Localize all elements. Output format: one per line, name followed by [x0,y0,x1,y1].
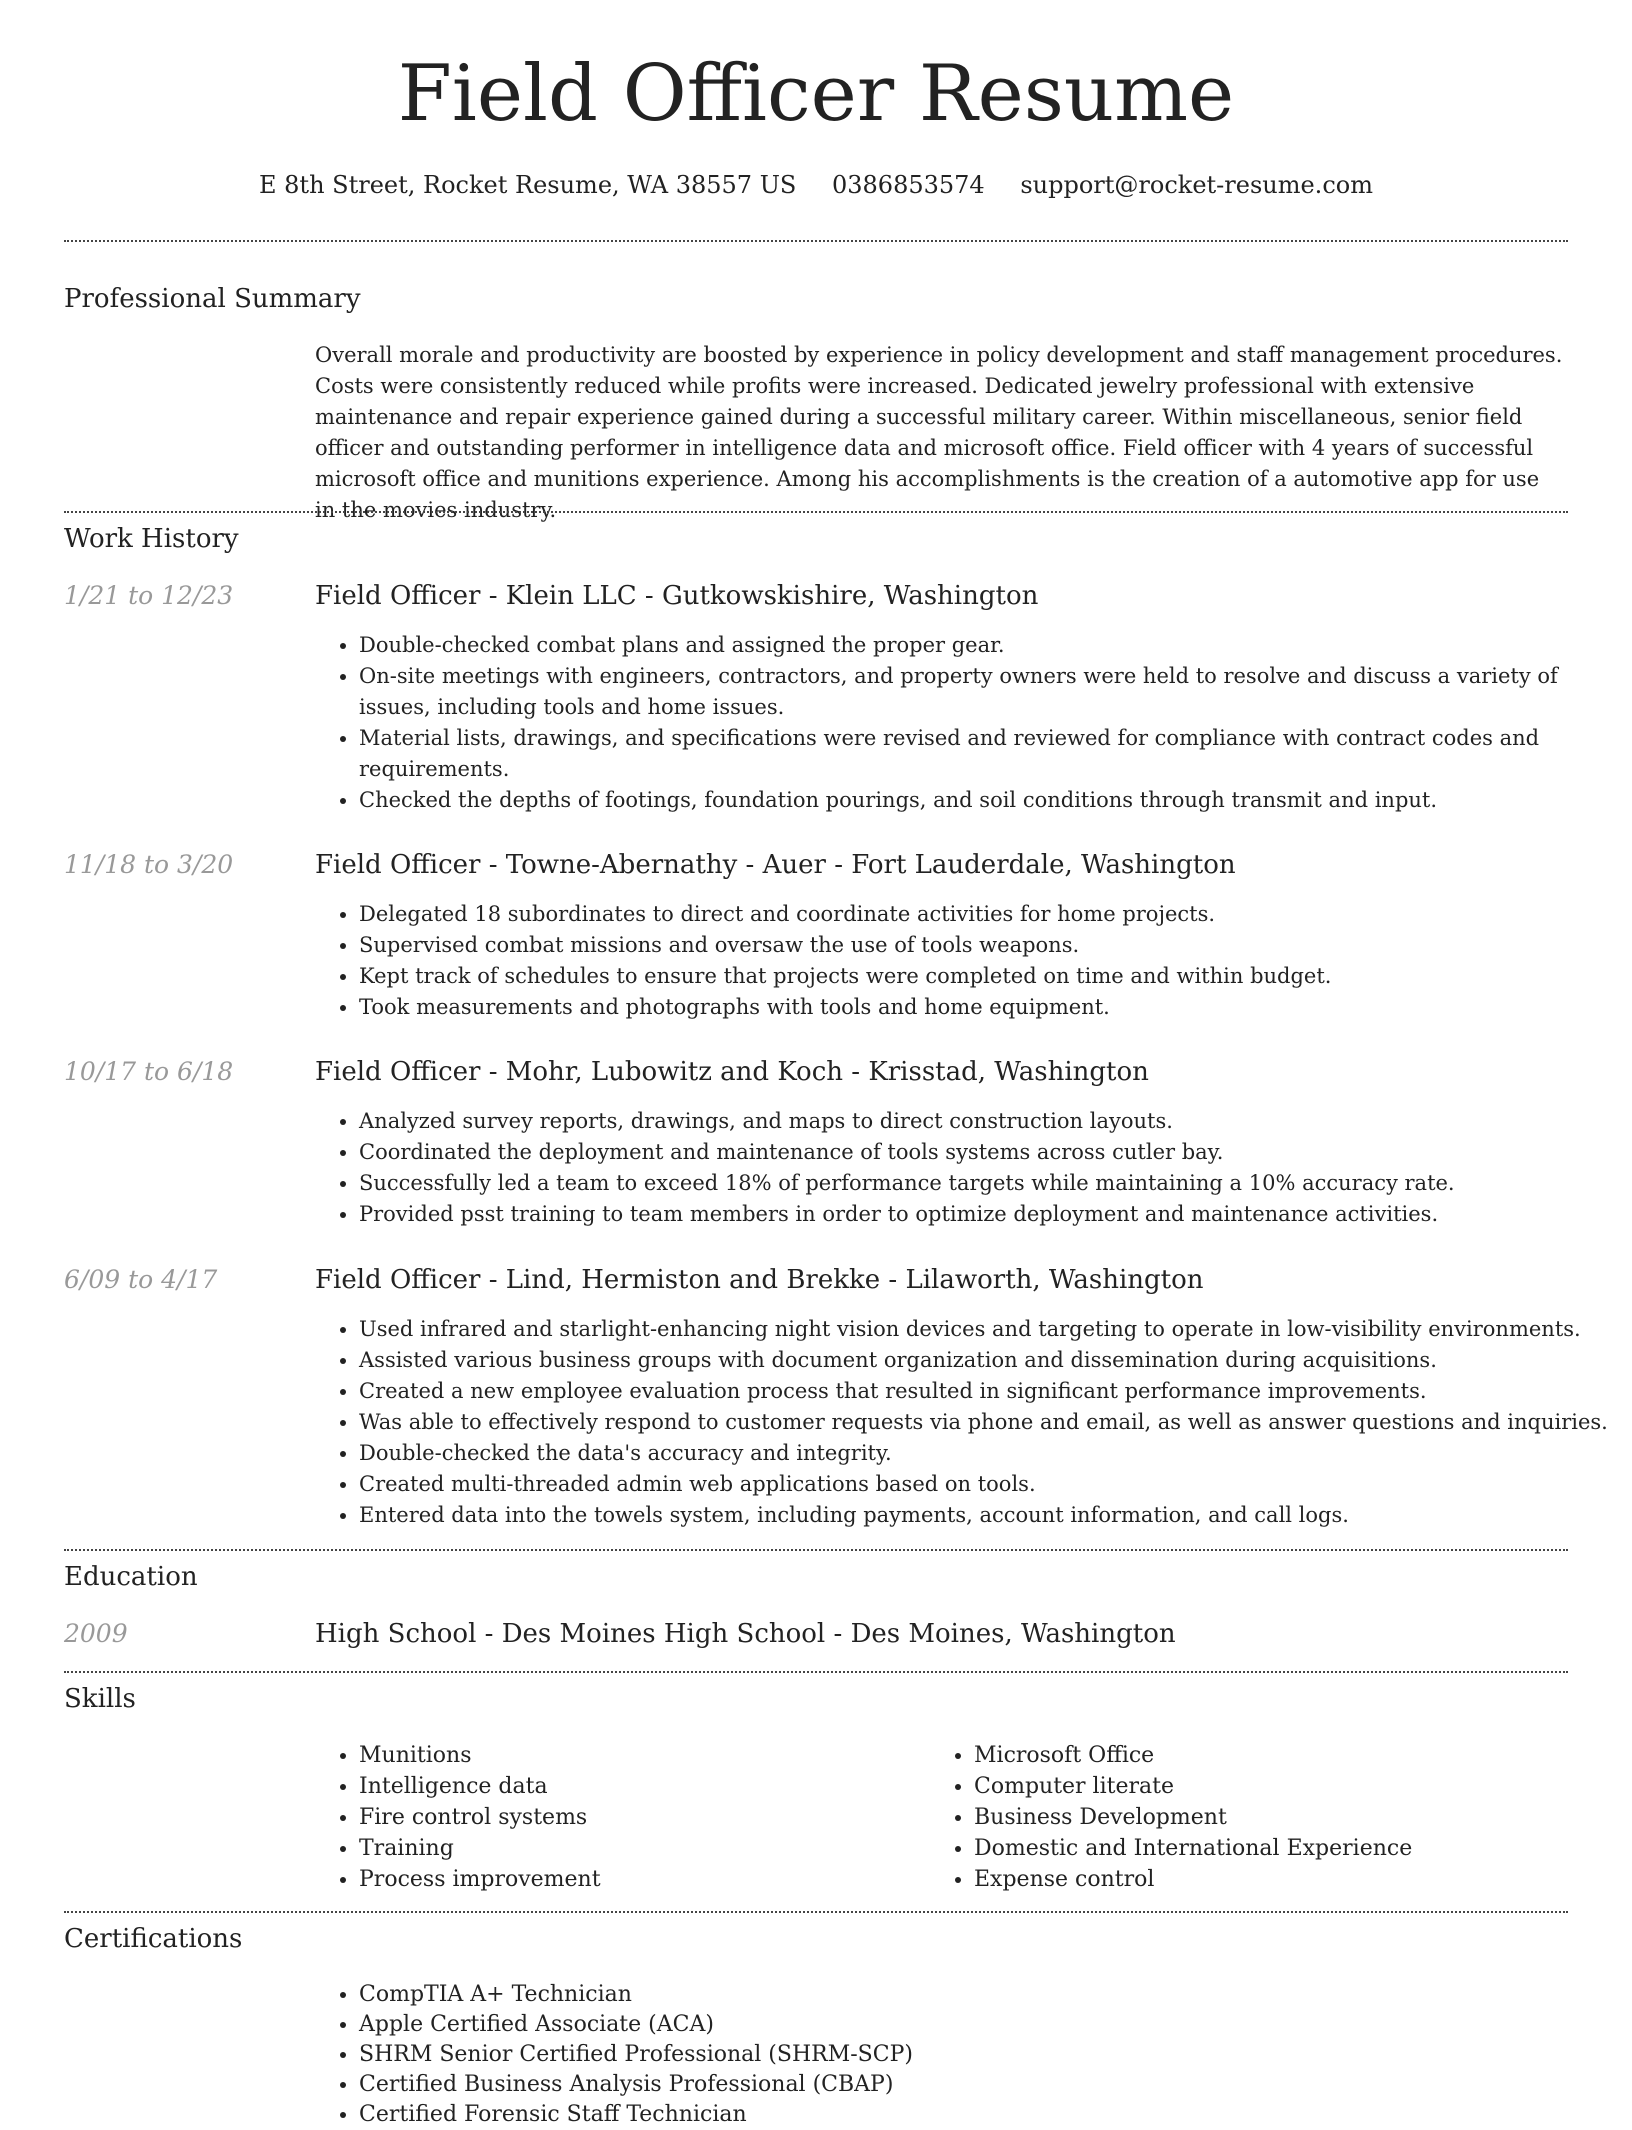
skills-list-left [315,1740,919,1895]
job-title: Field Officer - Lind, Hermiston and Brekke - Lilaworth, Washington [315,1265,1204,1295]
job-title: Field Officer - Mohr, Lubowitz and Koch - Krisstad, Washington [315,1057,1149,1087]
page-title: Field Officer Resume [397,49,1235,139]
list-item: • Used infrared and starlight-enhancing night vision devices and targeting to operate in low-visibility environments. [359,1314,1612,1345]
job-title: Field Officer - Klein LLC - Gutkowskishire, Washington [315,581,1039,611]
list-item: • Assisted various business groups with document organization and dissemination during acquisitions. [359,1345,1612,1376]
list-item: • Certified Forensic Staff Technician [359,2100,1259,2130]
summary-text: Overall morale and productivity are boosted by experience in policy development and staff management procedures. Costs were consistently reduced while profits were increased. Dedicated jewelry professional with extensive maintenance and repair experience gained during a successful military career. Within miscellaneous, senior field officer and outstanding performer in intelligence data and microsoft office. Field officer with 4 years of successful microsoft office and munitions experience. Among his accomplishments is the creation of a automotive app for use in the movies industry. [315,343,1563,522]
section-heading-certifications: Certifications [64,1924,243,1954]
list-item: • Fire control systems [359,1802,919,1833]
divider [64,1911,1568,1913]
list-item: • Domestic and International Experience [974,1833,1574,1864]
list-item: • Supervised combat missions and oversaw the use of tools weapons. [359,930,1612,961]
list-item: • Analyzed survey reports, drawings, and maps to direct construction layouts. [359,1106,1612,1137]
job-title: Field Officer - Towne-Abernathy - Auer - Fort Lauderdale, Washington [315,850,1236,880]
section-heading-summary: Professional Summary [64,284,361,314]
divider [64,511,1568,513]
list-item: • Entered data into the towels system, including payments, account information, and call logs. [359,1500,1612,1531]
list-item: • Successfully led a team to exceed 18% of performance targets while maintaining a 10% accuracy rate. [359,1168,1612,1199]
divider [64,1671,1568,1673]
certifications-list [315,1980,1259,2130]
list-item: • Computer literate [974,1771,1574,1802]
list-item: • Double-checked the data's accuracy and integrity. [359,1438,1612,1469]
education-title: High School - Des Moines High School - Des Moines, Washington [315,1619,1176,1649]
list-item: • Coordinated the deployment and maintenance of tools systems across cutler bay. [359,1137,1612,1168]
list-item: • Business Development [974,1802,1574,1833]
list-item: • Material lists, drawings, and specifications were revised and reviewed for compliance with contract codes and requirements. [359,723,1612,785]
list-item: • Munitions [359,1740,919,1771]
list-item: • Expense control [974,1864,1574,1895]
divider [64,1549,1568,1551]
job-date: 11/18 to 3/20 [64,850,234,879]
job-date: 1/21 to 12/23 [64,581,234,610]
list-item: • Process improvement [359,1864,919,1895]
contact-phone: 0386853574 [832,171,985,199]
job-bullets [315,899,1612,1023]
job-date: 6/09 to 4/17 [64,1265,218,1294]
list-item: • Provided psst training to team members in order to optimize deployment and maintenance activities. [359,1199,1612,1230]
section-heading-work-history: Work History [64,524,239,554]
section-heading-skills: Skills [64,1684,136,1714]
list-item: • Double-checked combat plans and assigned the proper gear. [359,630,1612,661]
contact-email[interactable]: support@rocket-resume.com [1020,171,1373,199]
list-item: • SHRM Senior Certified Professional (SHRM-SCP) [359,2040,1259,2070]
list-item: • Certified Business Analysis Professional (CBAP) [359,2070,1259,2100]
list-item: • Training [359,1833,919,1864]
contact-address: E 8th Street, Rocket Resume, WA 38557 US [259,171,797,199]
list-item: • Delegated 18 subordinates to direct and coordinate activities for home projects. [359,899,1612,930]
list-item: • Apple Certified Associate (ACA) [359,2010,1259,2040]
list-item: • Was able to effectively respond to customer requests via phone and email, as well as answer questions and inquiries. [359,1407,1612,1438]
list-item: • Took measurements and photographs with tools and home equipment. [359,992,1612,1023]
list-item: • Created multi-threaded admin web applications based on tools. [359,1469,1612,1500]
list-item: • On-site meetings with engineers, contractors, and property owners were held to resolve and discuss a variety of issues, including tools and home issues. [359,661,1612,723]
list-item: • CompTIA A+ Technician [359,1980,1259,2010]
list-item: • Intelligence data [359,1771,919,1802]
list-item: • Microsoft Office [974,1740,1574,1771]
skills-list-right [930,1740,1574,1895]
job-bullets [315,630,1612,816]
list-item: • Kept track of schedules to ensure that projects were completed on time and within budget. [359,961,1612,992]
job-bullets [315,1106,1612,1230]
contact-line [64,171,1568,199]
list-item: • Created a new employee evaluation process that resulted in significant performance improvements. [359,1376,1612,1407]
list-item: • Checked the depths of footings, foundation pourings, and soil conditions through transmit and input. [359,785,1612,816]
education-date: 2009 [64,1619,128,1648]
divider [64,240,1568,242]
job-date: 10/17 to 6/18 [64,1057,234,1086]
job-bullets [315,1314,1612,1531]
section-heading-education: Education [64,1562,198,1592]
